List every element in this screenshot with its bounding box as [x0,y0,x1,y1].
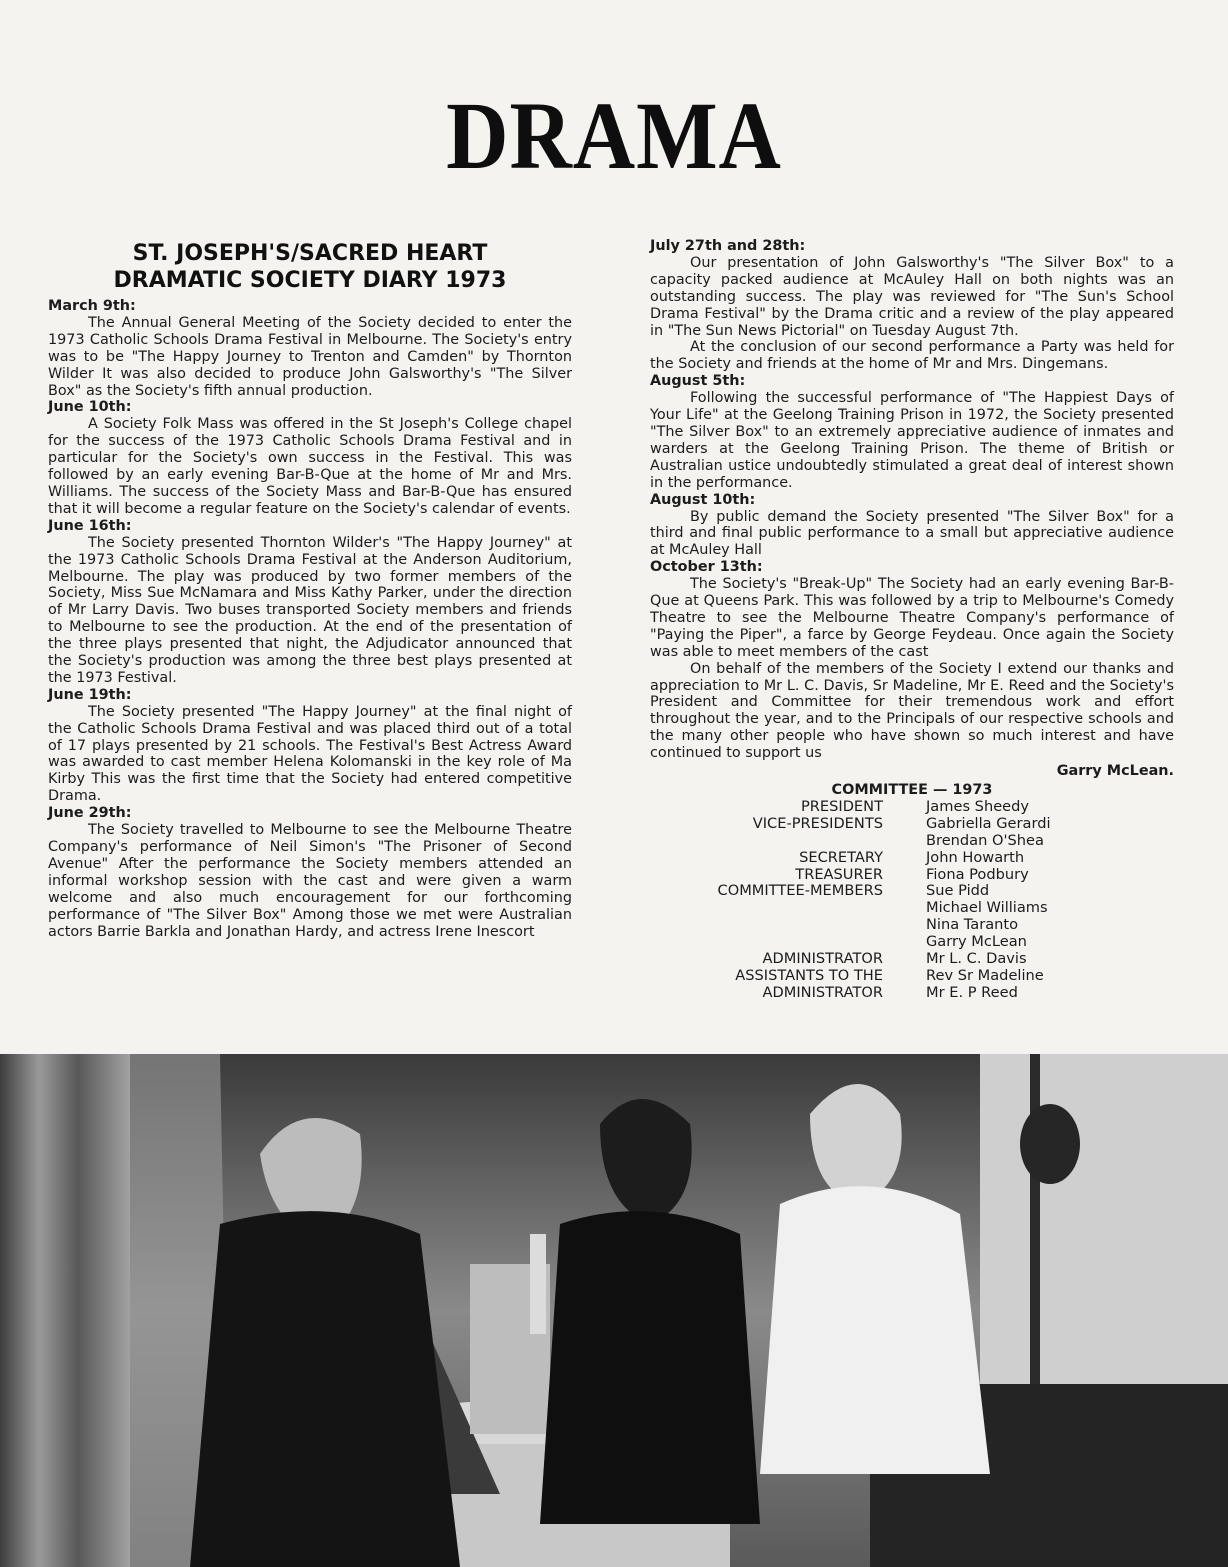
committee-names [926,799,1174,816]
article-heading [48,240,572,294]
entry-date: June 10th: [48,399,132,416]
committee-names [926,985,1174,1002]
committee-member: Nina Taranto [926,916,1019,934]
committee-names [926,816,1174,850]
committee-names [926,951,1174,968]
committee-member: Michael Williams [926,899,1048,917]
committee-role: PRESIDENT [800,797,883,815]
entry-date: June 29th: [48,805,132,822]
committee-member: Gabriella Gerardi [926,814,1051,832]
committee-role: ADMINISTRATOR [762,983,883,1001]
committee-row [650,968,1174,985]
entry-date: June 16th: [48,517,132,534]
diary-entry [48,687,572,805]
diary-entry [650,559,1174,762]
signature: Garry McLean. [1056,763,1174,780]
entry-paragraph: On behalf of the members of the Society I extend our thanks and appreciation to Mr L. C. Davis, Sr Madeline, Mr E. Reed and the Society's President and Committee for their tremendous work and effort throughout the year, and to the Principals of our respective schools and the many other people who have shown so much interest and have continued to support us [650,660,1174,762]
right-column [650,238,1174,1002]
entry-date: October 13th: [650,559,763,576]
entry-paragraph: The Society travelled to Melbourne to see the Melbourne Theatre Company's performance of Neil Simon's "The Prisoner of Second Avenue" After the performance the Society members attended an informal workshop session with the cast and were given a warm welcome and also much encouragement for our forthcoming performance of "The Silver Box" Among those we met were Australian actors Barrie Barkla and Jonathan Hardy, and actress Irene Inescort [48,822,572,940]
committee-role: SECRETARY [799,848,883,866]
committee-row [650,816,1174,850]
entry-paragraph: By public demand the Society presented "The Silver Box" for a third and final public performance to a small but appreciative audience at McAuley Hall [650,508,1174,559]
diary-entries-right [650,238,1174,762]
diary-entry [48,399,572,517]
committee-row [650,883,1174,951]
entry-date: July 27th and 28th: [650,238,806,254]
committee-role: ADMINISTRATOR [762,950,883,968]
committee-member: Rev Sr Madeline [926,966,1044,984]
committee-row [650,867,1174,884]
committee-role: VICE-PRESIDENTS [752,814,883,832]
committee-row [650,850,1174,867]
committee-member: John Howarth [926,848,1025,866]
committee-names [926,968,1174,985]
committee-row [650,799,1174,816]
diary-entry [650,492,1174,560]
entry-paragraph: The Annual General Meeting of the Society decided to enter the 1973 Catholic Schools Drama Festival in Melbourne. The Society's entry was to be "The Happy Journey to Trenton and Camden" by Thornton Wilder It was also decided to produce John Galsworthy's "The Silver Box" as the Society's fifth annual production. [48,314,572,399]
committee-names [926,867,1174,884]
committee-member: Sue Pidd [926,882,990,900]
heading-line-1: ST. JOSEPH'S/SACRED HEART [132,241,488,266]
entry-paragraph: Following the successful performance of "The Happiest Days of Your Life" at the Geelong Training Prison in 1972, the Society presented "The Silver Box" to an extremely appreciative audience of inmates and warders at the Geelong Training Prison. The theme of British or Australian ustice undoubtedly stimulated a great deal of interest shown in the performance. [650,390,1174,491]
entry-paragraph: The Society presented "The Happy Journey" at the final night of the Catholic Schools Drama Festival and was placed third out of a total of 17 plays presented by 21 schools. The Festival's Best Actress Award was awarded to cast member Helena Kolomanski in the key role of Ma Kirby This was the first time that the Society had entered competitive Drama. [48,703,572,805]
committee-title: COMMITTEE — 1973 [831,782,993,798]
committee-member: Garry McLean [926,933,1027,951]
entry-paragraph: A Society Folk Mass was offered in the St Joseph's College chapel for the success of the 1973 Catholic Schools Drama Festival and in particular for the Society's own success in the Festival. This was followed by an early evening Bar-B-Que at the home of Mr and Mrs. Williams. The success of the Society Mass and Bar-B-Que has ensured that it will become a regular feature on the Society's calendar of events. [48,416,572,517]
committee-role: TREASURER [795,865,883,883]
committee-member: Mr L. C. Davis [926,950,1027,968]
diary-entries-left [48,298,572,940]
committee-member: Fiona Podbury [926,865,1029,883]
entry-date: March 9th: [48,298,136,314]
committee-row [650,985,1174,1002]
committee-role: ASSISTANTS TO THE [735,966,883,984]
committee-member: Brendan O'Shea [926,831,1044,849]
committee-member: Mr E. P Reed [926,983,1018,1001]
entry-date: June 19th: [48,686,132,703]
entry-date: August 5th: [650,373,746,390]
committee-list [650,799,1174,1002]
stage-photo [0,1054,1228,1567]
diary-entry [650,373,1174,491]
committee-role: COMMITTEE-MEMBERS [717,882,883,900]
diary-entry [48,298,572,399]
committee-names [926,850,1174,867]
diary-entry [650,238,1174,373]
diary-entry [48,805,572,940]
entry-paragraph: The Society's "Break-Up" The Society had an early evening Bar-B-Que at Queens Park. This was followed by a trip to Melbourne's Comedy Theatre to see the Melbourne Theatre Company's performance of "Paying the Piper", a farce by George Feydeau. Once again the Society was able to meet members of the cast [650,576,1174,660]
heading-line-2: DRAMATIC SOCIETY DIARY 1973 [113,268,507,293]
entry-paragraph: The Society presented Thornton Wilder's "The Happy Journey" at the 1973 Catholic Schools Drama Festival at the Anderson Auditorium, Melbourne. The play was produced by two former members of the Society, Miss Sue McNamara and Miss Kathy Parker, under the direction of Mr Larry Davis. Two buses transported Society members and friends to Melbourne to see the production. At the end of the presentation of the three plays presented that night, the Adjudicator announced that the Society's production was among the three best plays presented at the 1973 Festival. [48,534,572,686]
committee-names [926,883,1174,951]
page-title: DRAMA [446,82,782,189]
diary-entry [48,518,572,687]
committee-member: James Sheedy [926,797,1030,815]
entry-paragraph: At the conclusion of our second performance a Party was held for the Society and friends at the home of Mr and Mrs. Dingemans. [650,339,1174,373]
committee-row [650,951,1174,968]
entry-paragraph: Our presentation of John Galsworthy's "The Silver Box" to a capacity packed audience at McAuley Hall on both nights was an outstanding success. The play was reviewed for "The Sun's School Drama Festival" by the Drama critic and a review of the play appeared in "The Sun News Pictorial" on Tuesday August 7th. [650,254,1174,339]
left-column [48,238,572,940]
entry-date: August 10th: [650,491,756,508]
